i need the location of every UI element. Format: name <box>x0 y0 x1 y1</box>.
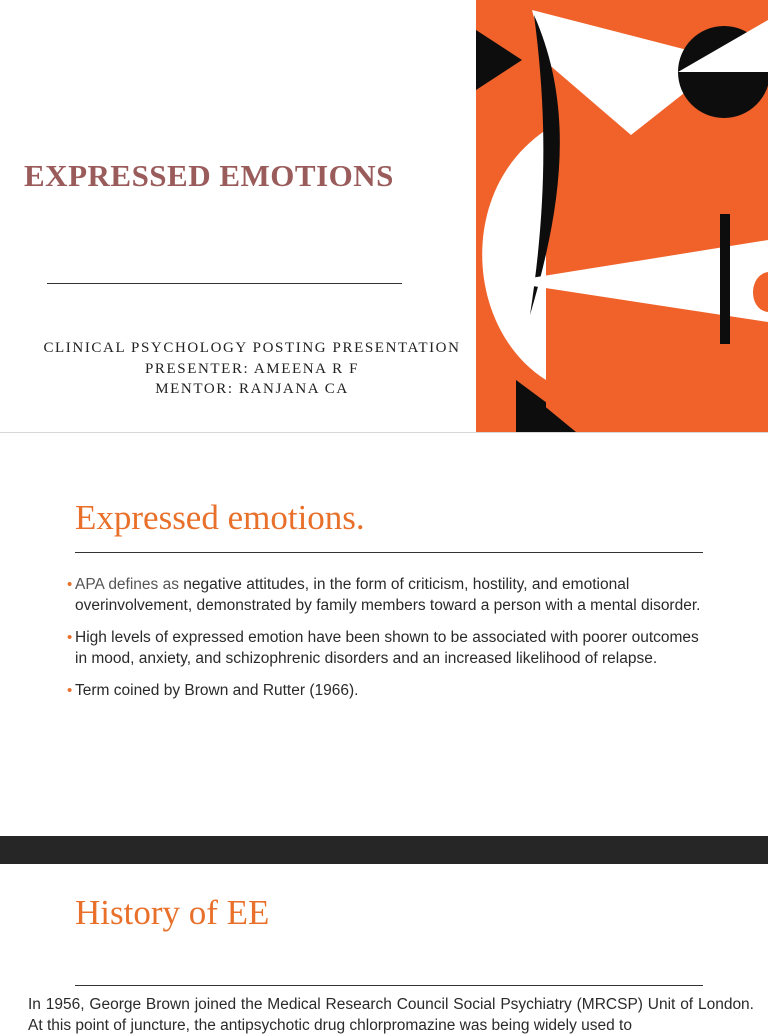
bullet-text: High levels of expressed emotion have been shown to be associated with poorer outcomes in mood, anxiety, and schizophrenic disorders and an increased likelihood of relapse. <box>75 629 699 667</box>
body-paragraph: In 1956, George Brown joined the Medical Research Council Social Psychiatry (MRCSP) Unit of London. At this point of juncture, the antipsychotic drug chlorpromazine was being widely used to <box>28 996 754 1034</box>
slide-heading: History of EE <box>75 893 270 932</box>
bullet-icon: • <box>67 576 73 593</box>
subtitle-line-mentor: MENTOR: RANJANA CA <box>155 381 349 397</box>
abstract-art-image <box>476 0 768 432</box>
title-divider <box>47 283 402 284</box>
list-item <box>68 574 708 616</box>
bullet-text: negative attitudes, in the form of criticism, hostility, and emotional overinvolvement, demonstrated by family members toward a person with a mental disorder. <box>75 576 701 614</box>
subtitle-line-course: CLINICAL PSYCHOLOGY POSTING PRESENTATION <box>43 340 461 356</box>
heading-divider <box>75 552 703 553</box>
slide-subtitle <box>0 338 504 400</box>
bullet-icon: • <box>67 682 73 699</box>
subtitle-line-presenter: PRESENTER: AMEENA R F <box>144 360 360 377</box>
bullet-list <box>68 574 708 712</box>
slide-title: EXPRESSED EMOTIONS <box>24 158 394 193</box>
bullet-lead: APA defines as <box>75 576 179 593</box>
title-slide <box>0 0 768 432</box>
bullet-icon: • <box>67 629 73 646</box>
heading-divider <box>75 985 703 986</box>
bullet-text: Term coined by Brown and Rutter (1966). <box>75 682 359 699</box>
slide-heading: Expressed emotions. <box>75 498 365 537</box>
list-item <box>68 680 708 701</box>
list-item <box>68 627 708 669</box>
slide-gap-band <box>0 836 768 864</box>
slide-separator <box>0 432 768 433</box>
